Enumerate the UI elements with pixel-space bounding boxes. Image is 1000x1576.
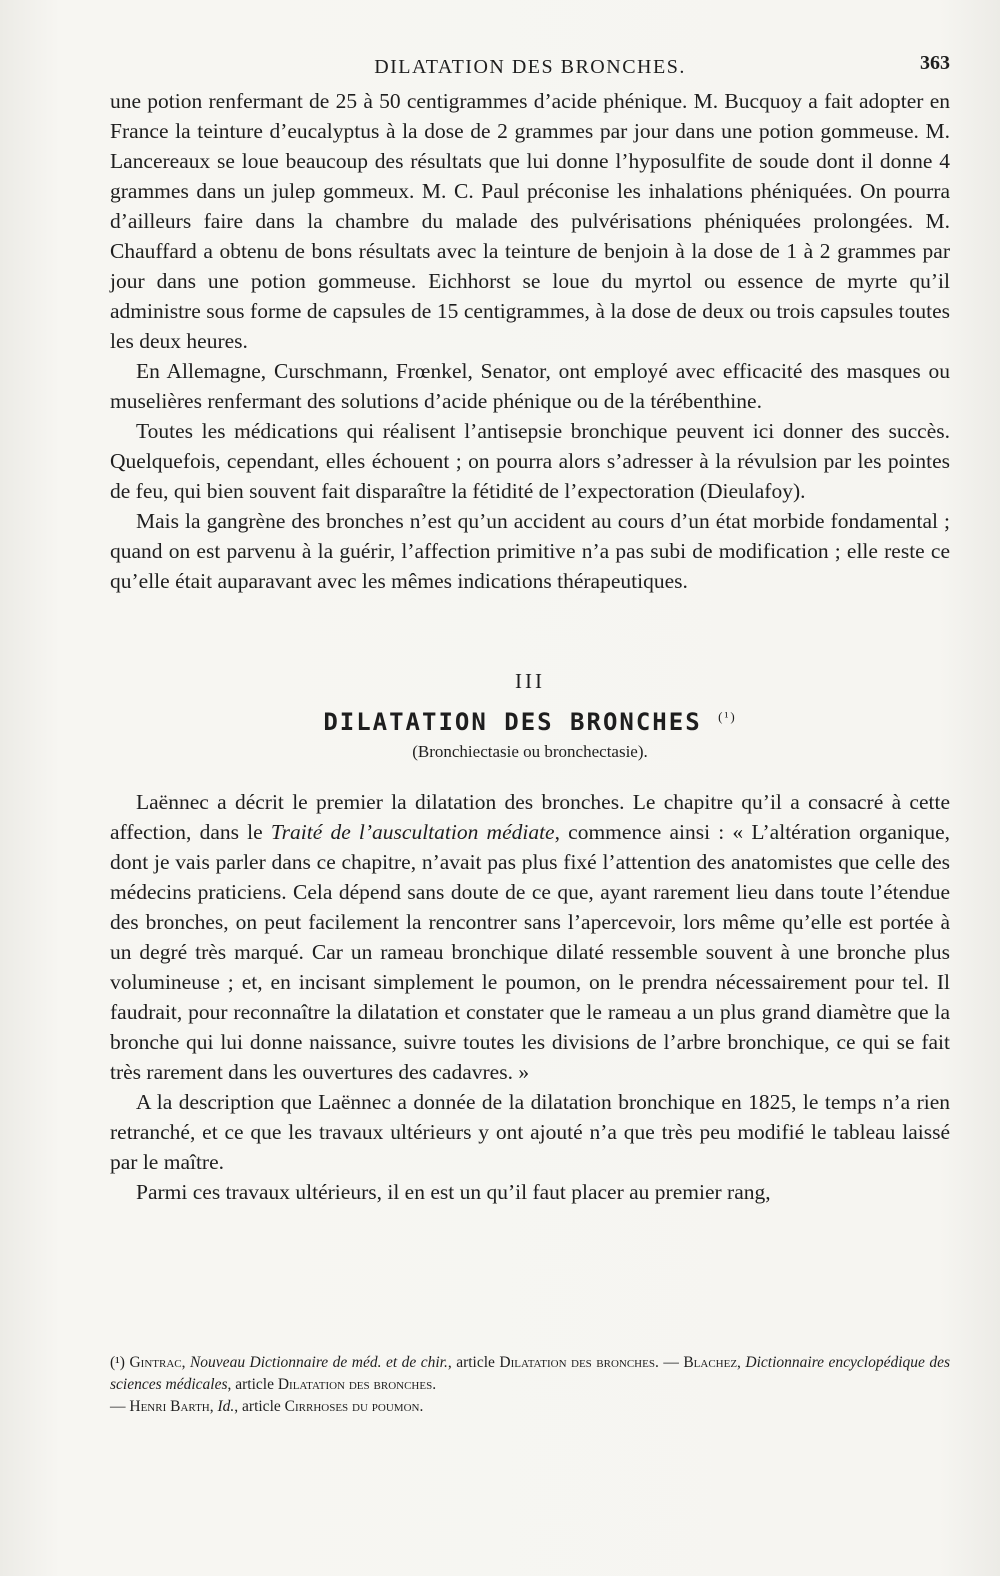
paragraph-allemagne: En Allemagne, Curschmann, Frœnkel, Senator, ont employé avec efficacité des masques ou muselières renfermant des solutions d’acide phénique ou de la térébenthine. — [110, 359, 950, 413]
footnote-author-barth: Henri Barth — [129, 1398, 210, 1415]
paragraph-antisepsie: Toutes les médications qui réalisent l’antisepsie bronchique peuvent ici donner des succès. Quelquefois, cependant, elles échouent ; on pourra alors s’adresser à la révulsion par les pointes de feu, qui bien souvent fait disparaître la fétidité de l’expectoration (Dieulafoy). — [110, 419, 950, 503]
page-number: 363 — [920, 52, 950, 74]
footnote-work-barth: Id. — [217, 1398, 235, 1415]
footnote-work-gintrac: Nouveau Dictionnaire de méd. et de chir. — [189, 1354, 448, 1371]
paragraph-description: A la description que Laënnec a donnée de la dilatation bronchique en 1825, le temps n’a rien retranché, et ce que les travaux ultérieurs y ont ajouté n’a que très peu modifié le tableau laissé par le maître. — [110, 1090, 950, 1174]
section-number: III — [515, 669, 545, 693]
body-text — [110, 86, 950, 1207]
section-subtitle: (Bronchiectasie ou bronchectasie). — [412, 742, 648, 761]
footnote-work-blachez: Dictionnaire encyclopédique des sciences médicales — [110, 1354, 951, 1393]
footnote-author-gintrac: Gintrac — [129, 1354, 182, 1371]
footnotes — [110, 1352, 950, 1418]
page-header — [110, 52, 950, 86]
footnote-article-barth: Cirrhoses du poumon — [284, 1398, 420, 1415]
paragraph-laennec — [110, 787, 950, 1087]
footnote-separator: . — — [654, 1354, 684, 1371]
paragraph-laennec-quote: , commence ainsi : « L’altération organique, dont je vais parler dans ce chapitre, n’avait pas plus fixé l’attention des anatomistes que celle des médecins praticiens. Cela dépend sans doute de ce que, ayant rarement lieu dans toute l’étendue des bronches, on peut facilement la rencontrer sans l’apercevoir, lors même qu’elle est portée à un degré très marqué. Car un rameau bronchique dilaté ressemble souvent à une bronche plus volumineuse ; et, en incisant simplement le poumon, on le prendra nécessairement pour tel. Il faudrait, pour reconnaître la dilatation et constater que le rameau a un plus grand diamètre que la bronche qui lui donne naissance, suivre toutes les divisions de l’arbre bronchique, ce qui se fait très rarement dans les ouvertures des cadavres. » — [110, 820, 951, 1084]
paragraph-gangrene: Mais la gangrène des bronches n’est qu’un accident au cours d’un état morbide fondamental ; quand on est parvenu à la guérir, l’affection primitive n’a pas subi de modification ; elle reste ce qu’elle était auparavant avec les mêmes indications thérapeutiques. — [110, 509, 950, 593]
footnote-author-blachez: Blachez — [683, 1354, 738, 1371]
footnote-mark: (¹) — [110, 1354, 125, 1371]
paragraph-travaux: Parmi ces travaux ultérieurs, il en est un qu’il faut placer au premier rang, — [136, 1180, 771, 1204]
footnote-end: . — [419, 1398, 424, 1415]
footnote-article-blachez: Dilatation des bronches — [277, 1376, 433, 1393]
section-title — [110, 700, 950, 739]
paragraph-laennec-start: Laënnec a décrit le premier la dilatation des bronches. Le chapitre qu’il a consacré à cette affection, dans le — [110, 790, 950, 844]
footnote-separator: — — [110, 1398, 130, 1415]
footnote-reference: (¹) — [718, 709, 737, 724]
footnote-article-word: , article — [234, 1398, 285, 1415]
footnote-article-word: , article — [227, 1376, 278, 1393]
book-title: Traité de l’auscultation médiate — [270, 820, 555, 844]
running-title: DILATATION DES BRONCHES. — [374, 56, 686, 78]
footnote-1: (¹) Gintrac, Nouveau Dictionnaire de méd. et de chir., article Dilatation des bronches. — Blachez, Dictionnaire encyclopédique des sciences médicales, article Dilatation des bronches. — Henri Barth, Id., article Cirrhoses du poumon. — [110, 1354, 951, 1415]
footnote-separator: . — [432, 1376, 437, 1393]
footnote-article-word: , article — [447, 1354, 500, 1371]
section-title-text: DILATATION DES BRONCHES — [323, 708, 702, 736]
footnote-article-gintrac: Dilatation des bronches — [499, 1354, 655, 1371]
paragraph-continued: une potion renfermant de 25 à 50 centigrammes d’acide phénique. M. Bucquoy a fait adopter en France la teinture d’eucalyptus à la dose de 2 grammes par jour dans une potion gommeuse. M. Lancereaux se loue beaucoup des résultats que lui donne l’hyposulfite de soude dont il donne 4 grammes dans un julep gommeux. M. C. Paul préconise les inhalations phéniquées. On pourra d’ailleurs faire dans la chambre du malade des pulvérisations phéniquées prolongées. M. Chauffard a obtenu de bons résultats avec la teinture de benjoin à la dose de 1 à 2 grammes par jour dans une potion gommeuse. Eichhorst se loue du myrtol ou essence de myrte qu’il administre sous forme de capsules de 15 centigrammes, à la dose de deux ou trois capsules toutes les deux heures. — [110, 89, 950, 353]
